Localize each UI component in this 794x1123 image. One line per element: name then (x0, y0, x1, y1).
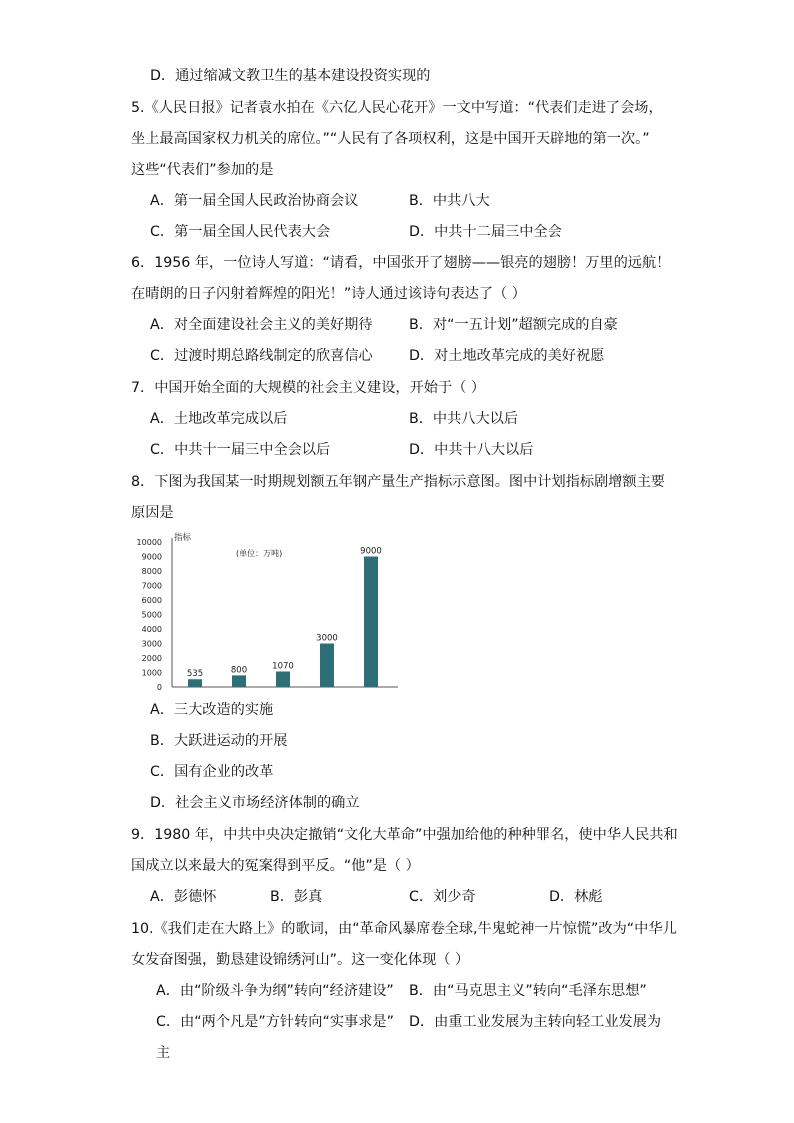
bar (232, 675, 246, 687)
y-tick-label: 0 (156, 683, 162, 692)
q6-stem-line2: 在晴朗的日子闪射着辉煌的阳光！”诗人通过该诗句表达了（ ） (131, 286, 526, 302)
q6-option-c: C．过渡时期总路线制定的欣喜信心 (150, 348, 373, 364)
q7-stem: 7．中国开始全面的大规模的社会主义建设，开始于（ ） (131, 380, 486, 396)
bar (276, 671, 290, 687)
q10-option-c: C．由“两个凡是”方针转向“实事求是” (156, 1014, 394, 1030)
bar (188, 679, 202, 687)
q7-option-d: D．中共十八大以后 (409, 442, 534, 458)
q7-option-b: B．中共八大以后 (409, 411, 519, 427)
y-tick-label: 3000 (141, 639, 162, 649)
q7-option-c: C．中共十一届三中全会以后 (150, 442, 331, 458)
q9-option-c: C．刘少奇 (409, 889, 476, 905)
q10-stem-line1: 10.《我们走在大路上》的歌词，由“革命风暴席卷全球,牛鬼蛇神一片惊慌”改为“中华儿 (131, 921, 677, 937)
q10-option-d-continued: 主 (156, 1045, 171, 1061)
bar (364, 557, 378, 688)
bar-value-label: 800 (230, 665, 248, 676)
y-axis-label: 指标 (174, 533, 192, 543)
q10-option-d: D．由重工业发展为主转向轻工业发展为 (409, 1014, 662, 1030)
q9-option-d: D．林彪 (549, 889, 603, 905)
y-tick-label: 6000 (141, 596, 162, 605)
q6-option-d: D．对土地改革完成的美好祝愿 (409, 348, 605, 364)
q10-option-b: B．由“马克思主义”转向“毛泽东思想” (409, 983, 647, 999)
q8-option-c: C．国有企业的改革 (150, 764, 274, 780)
bar (320, 644, 334, 688)
bar-value-label: 3000 (316, 633, 338, 644)
q6-stem-line1: 6．1956 年，一位诗人写道：“请看，中国张开了翅膀——银亮的翅膀！万里的远航！ (131, 255, 671, 271)
q8-option-b: B．大跃进运动的开展 (150, 733, 288, 749)
q5-option-a: A．第一届全国人民政治协商会议 (150, 193, 359, 209)
bar-value-label: 9000 (360, 546, 382, 557)
y-tick-label: 2000 (141, 654, 162, 663)
q7-option-a: A．土地改革完成以后 (150, 411, 288, 427)
q5-option-c: C．第一届全国人民代表大会 (150, 224, 331, 240)
q9-stem-line2: 国成立以来最大的冤案得到平反。“他”是（ ） (131, 858, 420, 874)
q10-stem-line2: 女发奋图强，勤恳建设锦绣河山”。这一变化体现（ ） (131, 952, 470, 968)
bar-value-label: 1070 (272, 661, 294, 672)
q5-stem-line1: 5.《人民日报》记者袁水拍在《六亿人民心花开》一文中写道：“代表们走进了会场， (131, 100, 663, 116)
unit-note: (单位：万吨) (236, 549, 283, 558)
y-tick-label: 1000 (141, 668, 162, 678)
q5-stem-line2: 坐上最高国家权力机关的席位。”“人民有了各项权利，这是中国开天辟地的第一次。” (131, 131, 650, 147)
q5-option-d: D．中共十二届三中全会 (409, 224, 562, 240)
q8-option-a: A．三大改造的实施 (150, 702, 274, 718)
q5-stem-line3: 这些“代表们”参加的是 (131, 162, 274, 178)
q9-option-b: B．彭真 (270, 889, 323, 905)
q9-stem-line1: 9．1980 年，中共中央决定撤销“文化大革命”中强加给他的种种罪名，使中华人民共和 (131, 827, 678, 843)
y-tick-label: 8000 (141, 567, 162, 576)
q8-stem-line2: 原因是 (131, 505, 174, 521)
q4-option-d: D．通过缩减文教卫生的基本建设投资实现的 (150, 68, 431, 84)
q9-option-a: A．彭德怀 (150, 889, 217, 905)
y-tick-label: 10000 (136, 538, 162, 547)
y-tick-label: 5000 (141, 610, 162, 620)
q5-option-b: B．中共八大 (409, 193, 490, 209)
y-tick-label: 7000 (141, 581, 162, 591)
q6-option-a: A．对全面建设社会主义的美好期待 (150, 317, 373, 333)
q10-option-a: A．由“阶级斗争为纲”转向“经济建设” (156, 983, 394, 999)
q6-option-b: B．对“一五计划”超额完成的自豪 (409, 317, 618, 333)
y-tick-label: 9000 (141, 552, 162, 562)
y-tick-label: 4000 (141, 625, 162, 634)
q8-option-d: D．社会主义市场经济体制的确立 (150, 795, 360, 811)
bar-value-label: 535 (186, 669, 204, 680)
q8-stem-line1: 8．下图为我国某一时期规划额五年钢产量生产指标示意图。图中计划指标剧增额主要 (131, 474, 665, 490)
steel-output-bar-chart (130, 530, 405, 695)
